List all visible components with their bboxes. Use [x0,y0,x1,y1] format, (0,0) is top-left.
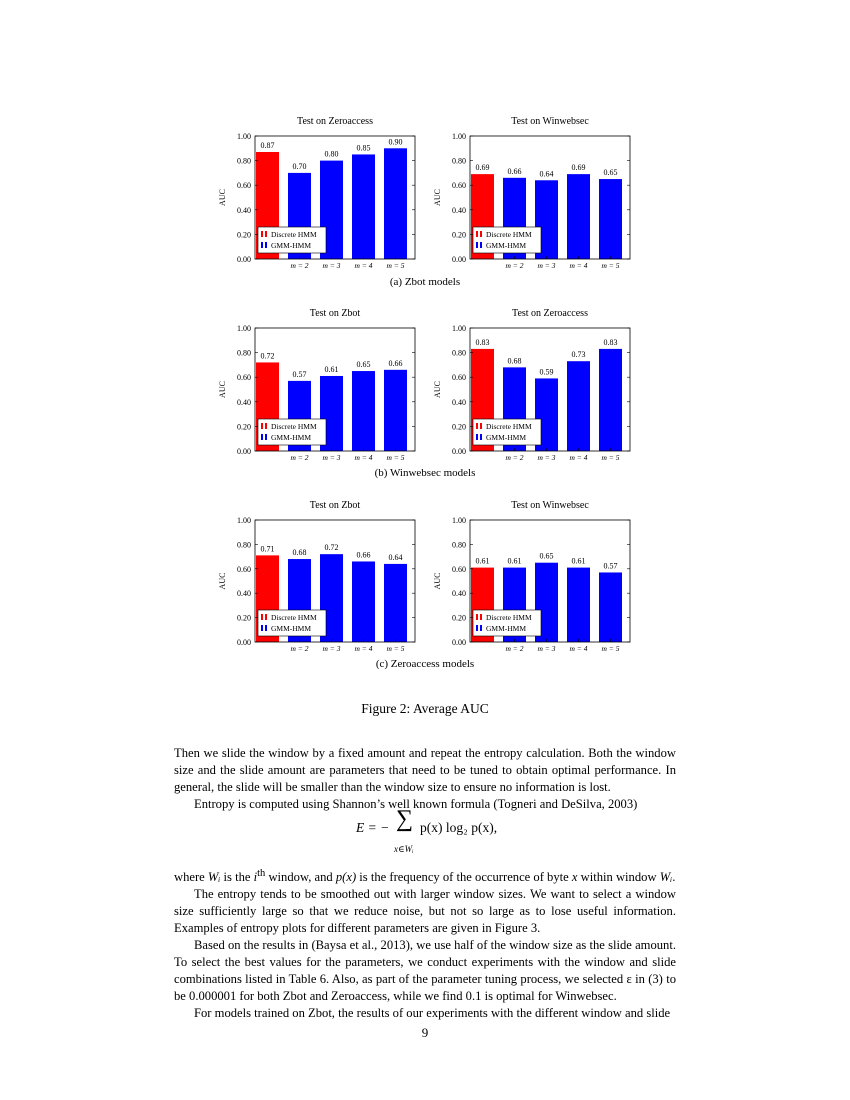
data-label: 0.64 [388,552,403,562]
y-tick-label: 0.20 [237,230,251,240]
data-label: 0.65 [356,360,371,370]
x-tick-label: m = 5 [601,261,620,270]
paragraph-6: For models trained on Zbot, the results of our experiments with the different window and slide [194,1006,671,1021]
sub-caption-a: (a) Zbot models [389,276,461,288]
y-tick-label: 0.20 [237,613,251,623]
x-tick-label: m = 4 [569,453,588,462]
sub-caption-c: (c) Zeroaccess models [375,658,475,670]
y-tick-label: 0.20 [452,422,466,432]
bar [384,148,407,259]
text-segment: where [174,870,208,885]
legend-swatch-discrete [480,231,482,237]
legend-label: Discrete HMM [271,613,317,622]
legend-swatch-discrete [265,614,267,620]
legend-swatch-discrete [476,614,478,620]
paragraph-4: The entropy tends to be smoothed out with larger window sizes. We want to select a window size sufficiently large so that we reduce noise, but not so large as to lose useful information. Examples of entropy plots for different parameters are given in Figure 3. [174,887,676,936]
text-segment: window, and [265,870,336,885]
y-axis-label: AUC [218,189,227,206]
legend-label: GMM-HMM [486,624,527,633]
x-tick-label: m = 2 [290,453,309,462]
y-axis-label: AUC [433,381,442,398]
legend-swatch-discrete [480,423,482,429]
legend-label: Discrete HMM [486,613,532,622]
legend-label: Discrete HMM [486,230,532,239]
y-axis-label: AUC [218,381,227,398]
bar [599,572,622,642]
x-tick-label: m = 2 [505,261,524,270]
x-tick-label: m = 3 [322,453,341,462]
data-label: 0.57 [603,561,618,571]
y-tick-label: 0.00 [452,447,466,456]
y-tick-label: 0.40 [452,589,466,599]
y-tick-label: 0.60 [237,564,251,574]
y-tick-label: 0.00 [452,255,466,264]
chart-title: Test on Zbot [309,500,361,511]
legend-swatch-gmm [261,434,263,440]
y-tick-label: 0.40 [237,205,251,215]
data-label: 0.71 [260,544,275,554]
y-tick-label: 0.60 [452,564,466,574]
y-tick-label: 0.40 [452,205,466,215]
data-label: 0.64 [539,169,554,179]
equation-body: p(x) log₂ p(x), [420,820,498,835]
data-label: 0.80 [324,149,339,159]
legend-swatch-discrete [476,423,478,429]
legend-swatch-gmm [476,434,478,440]
bar [599,349,622,451]
y-tick-label: 0.40 [237,589,251,599]
legend-swatch-discrete [265,423,267,429]
data-label: 0.72 [324,543,339,553]
chart-title: Test on Winwebsec [511,500,589,511]
bar [352,154,375,259]
x-tick-label: m = 3 [322,644,341,653]
legend-swatch-gmm [480,242,482,248]
data-label: 0.61 [324,364,339,374]
summation-subscript: x∈Wᵢ [394,844,414,854]
legend-swatch-discrete [480,614,482,620]
y-tick-label: 0.80 [452,540,466,550]
math-wi: Wᵢ [207,870,221,885]
legend-swatch-gmm [480,625,482,631]
data-label: 0.83 [603,337,618,347]
y-tick-label: 0.20 [237,422,251,432]
legend-swatch-gmm [261,625,263,631]
y-tick-label: 1.00 [237,324,251,333]
text-segment: within window [577,870,660,885]
legend-label: GMM-HMM [271,241,312,250]
y-tick-label: 0.60 [452,373,466,383]
y-axis-label: AUC [433,572,442,590]
x-tick-label: m = 5 [386,261,405,270]
data-label: 0.72 [260,351,275,361]
legend-label: GMM-HMM [486,241,527,250]
data-label: 0.59 [539,367,554,377]
legend-swatch-gmm [265,242,267,248]
bar [567,568,590,642]
y-tick-label: 1.00 [452,132,466,141]
bar [352,371,375,451]
legend-label: Discrete HMM [271,422,317,431]
data-label: 0.85 [356,143,371,153]
math-x: x [571,870,578,885]
y-tick-label: 0.80 [237,156,251,166]
y-tick-label: 1.00 [237,132,251,141]
data-label: 0.61 [507,556,522,566]
x-tick-label: m = 3 [537,261,556,270]
data-label: 0.68 [292,548,307,558]
y-tick-label: 0.60 [452,181,466,191]
y-tick-label: 0.40 [452,397,466,407]
legend-swatch-gmm [265,434,267,440]
legend-label: GMM-HMM [271,624,312,633]
x-tick-label: m = 2 [290,261,309,270]
figure-caption: Figure 2: Average AUC [361,701,489,716]
math-wi: Wᵢ [659,870,673,885]
data-label: 0.68 [507,356,522,366]
equation-lhs: E = − [356,820,390,835]
x-tick-label: m = 5 [386,453,405,462]
math-i: i [253,870,258,885]
y-tick-label: 0.00 [452,638,466,647]
paragraph-3 [174,865,676,886]
sub-caption-b: (b) Winwebsec models [374,467,476,479]
data-label: 0.66 [356,550,371,560]
x-tick-label: m = 3 [322,261,341,270]
data-label: 0.66 [388,358,403,368]
data-label: 0.65 [539,551,554,561]
data-label: 0.70 [292,161,307,171]
chart-title: Test on Zeroaccess [297,116,373,127]
legend-swatch-discrete [261,423,263,429]
data-label: 0.57 [292,369,307,379]
y-tick-label: 0.80 [452,156,466,166]
bar [384,564,407,642]
y-tick-label: 0.00 [237,638,251,647]
bar [352,561,375,642]
data-label: 0.69 [475,163,490,173]
legend-label: GMM-HMM [486,433,527,442]
x-tick-label: m = 5 [601,644,620,653]
x-tick-label: m = 5 [601,453,620,462]
y-tick-label: 0.60 [237,373,251,383]
y-tick-label: 0.00 [237,255,251,264]
chart-title: Test on Zeroaccess [512,308,588,319]
data-label: 0.61 [571,556,586,566]
y-tick-label: 0.40 [237,397,251,407]
legend-swatch-gmm [476,242,478,248]
legend-label: Discrete HMM [271,230,317,239]
bar [567,361,590,451]
paragraph-5: Based on the results in (Baysa et al., 2013), we use half of the window size as the slide amount. To select the best values for the parameters, we conduct experiments with the window and slide combinations listed in Table 6. Also, as part of the parameter tuning process, we selected ε in (3) to be 0.000001 for both Zbot and Zeroaccess, while we find 0.1 is optimal for Winwebsec. [174,938,676,1004]
x-tick-label: m = 3 [537,644,556,653]
y-tick-label: 0.60 [237,181,251,191]
legend-swatch-discrete [261,231,263,237]
x-tick-label: m = 2 [505,644,524,653]
legend-swatch-gmm [480,434,482,440]
bar [599,179,622,259]
data-label: 0.83 [475,337,490,347]
legend-swatch-discrete [261,614,263,620]
x-tick-label: m = 4 [354,261,373,270]
y-tick-label: 0.20 [452,230,466,240]
y-tick-label: 1.00 [452,516,466,525]
data-label: 0.87 [260,140,275,150]
data-label: 0.90 [388,137,403,147]
x-tick-label: m = 4 [354,453,373,462]
legend-label: GMM-HMM [271,433,312,442]
x-tick-label: m = 4 [569,261,588,270]
x-tick-label: m = 2 [290,644,309,653]
entropy-equation [174,806,676,865]
paragraph-2: Entropy is computed using Shannon’s well known formula (Togneri and DeSilva, 2003) [194,797,638,811]
legend-label: Discrete HMM [486,422,532,431]
x-tick-label: m = 5 [386,644,405,653]
legend-swatch-gmm [261,242,263,248]
data-label: 0.61 [475,556,490,566]
y-tick-label: 0.80 [237,348,251,358]
x-tick-label: m = 4 [569,644,588,653]
legend-swatch-discrete [265,231,267,237]
superscript-th: th [257,868,266,879]
y-tick-label: 0.00 [237,447,251,456]
data-label: 0.73 [571,350,586,360]
chart-title: Test on Zbot [309,308,361,319]
text-segment: is the [220,870,254,885]
y-tick-label: 1.00 [237,516,251,525]
data-label: 0.69 [571,163,586,173]
paragraph-1: Then we slide the window by a fixed amount and repeat the entropy calculation. Both the window size and the slide amount are parameters that need to be tuned to obtain optimal performance. In general, the slide will be smaller than the window size to ensure no information is lost. [174,746,676,794]
bar [384,370,407,451]
y-tick-label: 0.80 [452,348,466,358]
text-segment: is the frequency of the occurrence of byte [356,870,572,885]
y-tick-label: 1.00 [452,324,466,333]
text-segment: . [672,870,676,885]
data-label: 0.65 [603,168,618,178]
y-axis-label: AUC [218,572,227,590]
data-label: 0.66 [507,166,522,176]
y-tick-label: 0.80 [237,540,251,550]
legend-swatch-discrete [476,231,478,237]
legend-swatch-gmm [265,625,267,631]
summation-symbol: ∑ [396,806,414,832]
body-text [174,745,676,1022]
y-axis-label: AUC [433,189,442,206]
x-tick-label: m = 2 [505,453,524,462]
x-tick-label: m = 4 [354,644,373,653]
math-px: p(x) [335,870,357,885]
chart-title: Test on Winwebsec [511,116,589,127]
x-tick-label: m = 3 [537,453,556,462]
bar [567,174,590,259]
y-tick-label: 0.20 [452,613,466,623]
page-number: 9 [421,1025,429,1040]
legend-swatch-gmm [476,625,478,631]
